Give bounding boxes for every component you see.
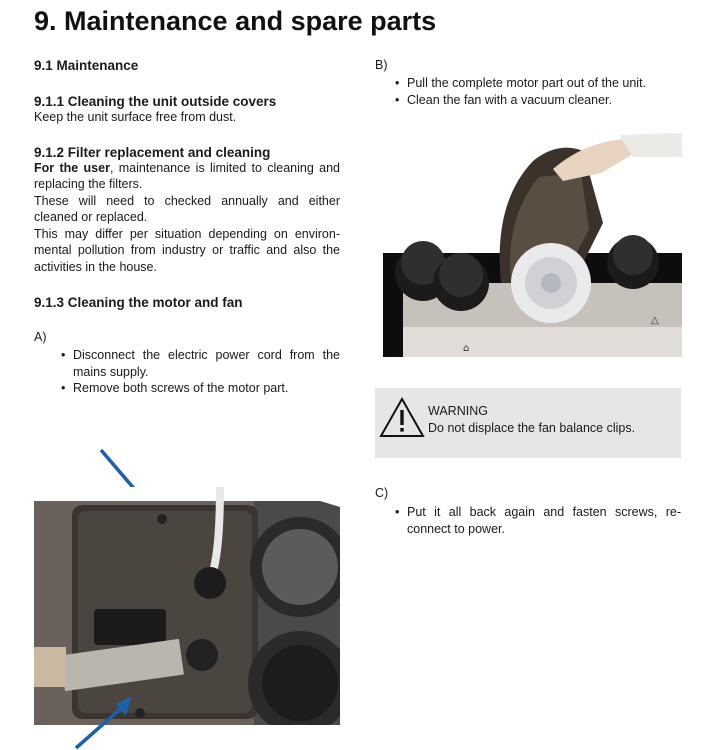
svg-text:⌂: ⌂	[463, 343, 470, 354]
right-column	[375, 58, 685, 108]
step-c-label: C)	[375, 486, 389, 500]
step-b-list	[375, 75, 685, 108]
step-c-list	[375, 504, 681, 537]
warning-box	[375, 388, 681, 458]
step-a-list	[34, 347, 340, 397]
left-column	[34, 58, 340, 397]
step-a-item: • Remove both screws of the motor part.	[61, 380, 340, 397]
for-the-user-bold: For the user	[34, 160, 110, 175]
section-9-1-1-heading: 9.1.1 Cleaning the unit outside covers	[34, 94, 277, 109]
step-b-item: • Pull the complete motor part out of the unit.	[395, 75, 685, 92]
section-9-1-2-paragraph-1	[34, 160, 340, 193]
warning-text: Do not displace the fan balance clips.	[428, 421, 636, 435]
step-a-label: A)	[34, 330, 47, 344]
section-9-1-2-paragraph-2: These will need to checked annually and either cleaned or replaced.	[34, 193, 340, 224]
svg-text:△: △	[651, 315, 659, 326]
warning-title: WARNING	[428, 404, 488, 418]
warning-triangle-icon	[379, 396, 425, 438]
page-title: 9. Maintenance and spare parts	[34, 6, 437, 36]
section-9-1-2-text-1: , maintenance is limited to cleaning and replacing the filters.	[34, 160, 340, 191]
arrow-pointing-bottom-screw-icon	[70, 690, 140, 750]
section-9-1-2-paragraph-3: This may differ per situation depending on environ-mental pollution from industry or traffic and also the activities in the house.	[34, 226, 340, 274]
section-9-1-2-heading: 9.1.2 Filter replacement and cleaning	[34, 144, 271, 160]
step-c-block	[375, 486, 681, 537]
section-9-1-heading: 9.1 Maintenance	[34, 58, 139, 73]
step-c-item: • Put it all back again and fasten screws, re-connect to power.	[395, 504, 681, 537]
step-a-item: • Disconnect the electric power cord from the mains supply.	[61, 347, 340, 380]
section-9-1-1-text: Keep the unit surface free from dust.	[34, 110, 237, 124]
section-9-1-3-heading: 9.1.3 Cleaning the motor and fan	[34, 295, 243, 310]
fan-removal-photo	[383, 133, 682, 357]
step-b-item: • Clean the fan with a vacuum cleaner.	[395, 92, 685, 109]
step-b-label: B)	[375, 58, 388, 72]
